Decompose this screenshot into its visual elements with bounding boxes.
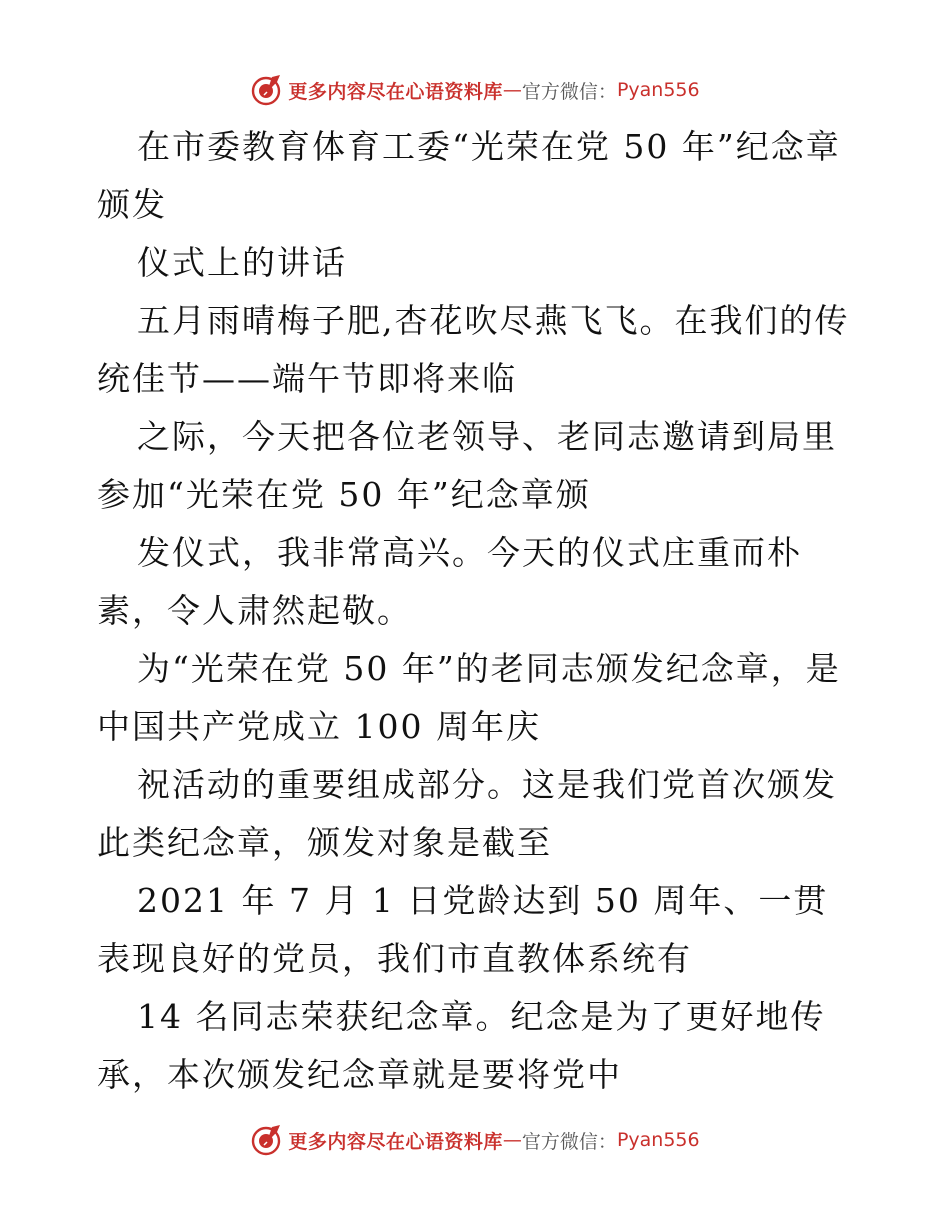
body-paragraph (97, 408, 857, 524)
text-line: 14 名同志荣获纪念章。纪念是为了更好地传承，本次颁发纪念章就是要将党中 (97, 997, 826, 1094)
text-line: 在市委教育体育工委“光荣在党 50 年”纪念章颁发 (97, 127, 841, 224)
footer-watermark (0, 1120, 950, 1160)
text-line: 祝活动的重要组成部分。这是我们党首次颁发此类纪念章，颁发对象是截至 (97, 765, 837, 862)
watermark-wechat-id: Pyan556 (616, 1129, 700, 1151)
text-line: 仪式上的讲话 (137, 243, 347, 282)
body-paragraph (97, 292, 857, 408)
watermark-wechat-label: 官方微信： (521, 1130, 617, 1153)
watermark-dash: — (502, 1129, 522, 1151)
text-line: 五月雨晴梅子肥,杏花吹尽燕飞飞。在我们的传统佳节——端午节即将来临 (97, 301, 850, 398)
body-paragraph (97, 872, 857, 988)
quill-seal-icon (250, 73, 284, 107)
body-paragraph (97, 988, 857, 1104)
watermark-text: 更多内容尽在心语资料库 (288, 1130, 503, 1153)
header-watermark (0, 70, 950, 110)
body-paragraph (97, 524, 857, 640)
quill-seal-icon (250, 1123, 284, 1157)
body-paragraph (97, 756, 857, 872)
text-line: 发仪式，我非常高兴。今天的仪式庄重而朴素，令人肃然起敬。 (97, 533, 802, 630)
watermark-text: 更多内容尽在心语资料库 (288, 80, 503, 103)
watermark-wechat-id: Pyan556 (616, 79, 700, 101)
document-body (97, 118, 857, 1104)
text-line: 2021 年 7 月 1 日党龄达到 50 周年、一贯表现良好的党员，我们市直教体系统有 (97, 881, 829, 978)
title-paragraph (97, 118, 857, 234)
text-line: 为“光荣在党 50 年”的老同志颁发纪念章，是中国共产党成立 100 周年庆 (97, 649, 841, 746)
body-paragraph (97, 640, 857, 756)
text-line: 之际，今天把各位老领导、老同志邀请到局里参加“光荣在党 50 年”纪念章颁 (97, 417, 837, 514)
subtitle-paragraph (97, 234, 857, 292)
watermark-wechat-label: 官方微信： (521, 80, 617, 103)
watermark-dash: — (502, 79, 522, 101)
